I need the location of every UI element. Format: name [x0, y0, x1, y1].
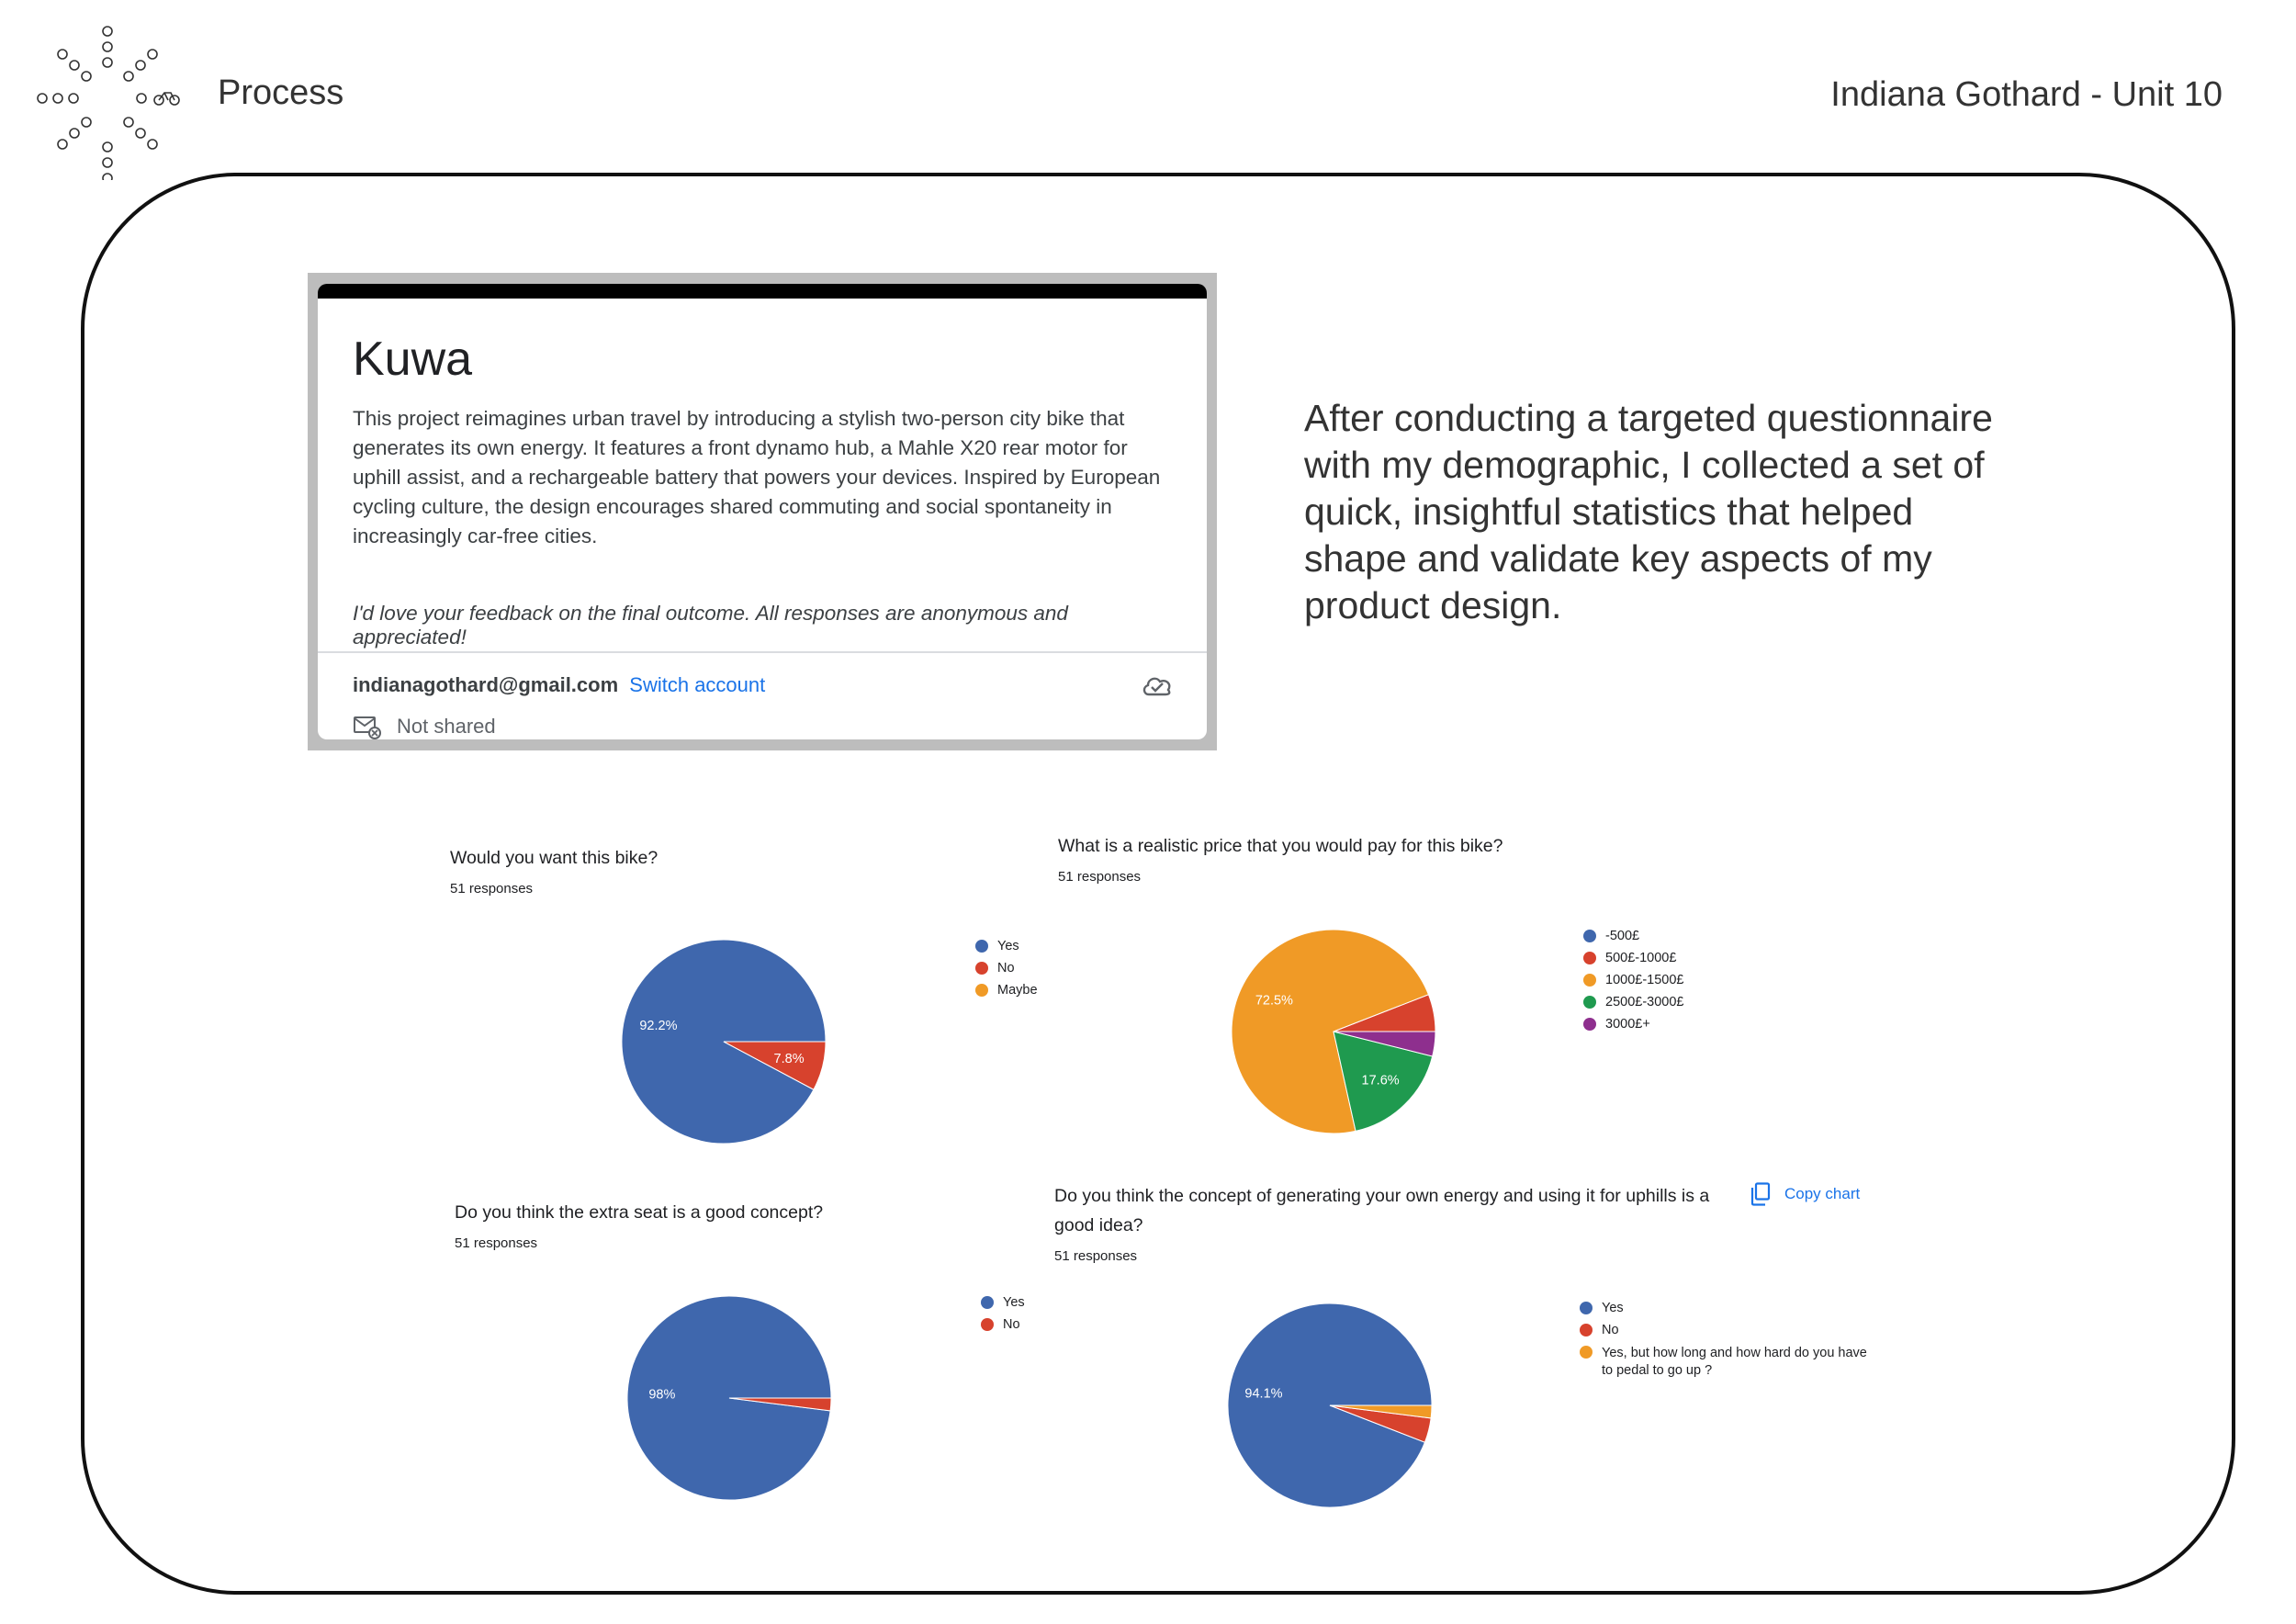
- chart-2-pie: [1231, 929, 1436, 1134]
- account-line: [353, 673, 765, 697]
- intro-paragraph: After conducting a targeted questionnaire with my demographic, I collected a set of quick, insightful statistics that helped shape and validate key aspects of my product design.: [1304, 397, 1993, 626]
- chart-4-header: [1054, 1181, 1739, 1264]
- chart-2-title: What is a realistic price that you would pay for this bike?: [1058, 836, 1503, 856]
- legend-swatch: [981, 1296, 994, 1309]
- switch-account-link[interactable]: Switch account: [629, 673, 766, 696]
- chart-2-header: [1058, 831, 1756, 885]
- legend-label: 1000£-1500£: [1605, 973, 1684, 987]
- legend-label: Yes, but how long and how hard do you have to pedal to go up ?: [1602, 1346, 1867, 1378]
- author-unit-label: Indiana Gothard - Unit 10: [1830, 75, 2223, 114]
- copy-chart-label: Copy chart: [1784, 1185, 1861, 1202]
- chart-2-responses: 51 responses: [1058, 869, 1142, 885]
- chart-1-responses: 51 responses: [450, 881, 534, 897]
- chart-1-legend-item: [975, 961, 1038, 983]
- chart-3-legend-item: [981, 1317, 1025, 1339]
- legend-swatch: [1583, 996, 1596, 1009]
- copy-icon: [1750, 1182, 1772, 1206]
- chart-1-legend-item: [975, 983, 1038, 1005]
- legend-label: 3000£+: [1605, 1017, 1650, 1032]
- legend-swatch: [1583, 952, 1596, 964]
- form-divider: [318, 651, 1207, 653]
- legend-label: Maybe: [997, 983, 1038, 998]
- chart-4-legend-item: [1580, 1301, 1874, 1323]
- chart-1-slice-label-2: 7.8%: [773, 1051, 805, 1066]
- form-header-card: [308, 273, 1217, 750]
- form-title: Kuwa: [353, 333, 473, 386]
- form-description: This project reimagines urban travel by introducing a stylish two-person city bike that generates its own energy. It features a front dynamo hub, a Mahle X20 rear motor for uphill assist, and a rechargeable battery that powers your devices. Inspired by European cycling culture, the design encourages shared commuting and social spontaneity in increasingly car-free cities.: [353, 407, 1161, 547]
- legend-label: 500£-1000£: [1605, 951, 1677, 965]
- chart-1-slice-label-1: 92.2%: [639, 1019, 678, 1034]
- chart-3-pie: [626, 1295, 832, 1501]
- chart-4-legend-item: [1580, 1345, 1874, 1380]
- cloud-saved-icon: [1141, 671, 1174, 699]
- legend-swatch: [1580, 1302, 1593, 1314]
- legend-label: -500£: [1605, 929, 1640, 943]
- chart-3-legend: [981, 1295, 1025, 1339]
- chart-3-slice-label-1: 98%: [648, 1387, 676, 1403]
- chart-4-responses: 51 responses: [1054, 1248, 1138, 1264]
- copy-chart-button[interactable]: [1750, 1182, 1860, 1206]
- chart-2-legend-item: [1583, 929, 1683, 951]
- chart-2-legend-item: [1583, 951, 1683, 973]
- chart-3-legend-item: [981, 1295, 1025, 1317]
- form-inner: [318, 284, 1207, 739]
- chart-2-slice-label-4: 17.6%: [1361, 1073, 1400, 1088]
- chart-1-header: [450, 843, 1038, 897]
- chart-3-title: Do you think the extra seat is a good concept?: [455, 1202, 824, 1223]
- not-shared-label: Not shared: [397, 715, 496, 738]
- chart-2-legend-item: [1583, 973, 1683, 995]
- legend-label: 2500£-3000£: [1605, 995, 1684, 1009]
- legend-swatch: [975, 962, 988, 975]
- form-note: I'd love your feedback on the final outcome. All responses are anonymous and appreciated!: [353, 602, 1068, 648]
- legend-swatch: [975, 984, 988, 997]
- legend-swatch: [981, 1318, 994, 1331]
- chart-1-legend: [975, 939, 1038, 1005]
- legend-swatch: [975, 940, 988, 953]
- chart-4-legend-item: [1580, 1323, 1874, 1345]
- legend-label: No: [1602, 1323, 1619, 1337]
- chart-1-title: Would you want this bike?: [450, 848, 658, 868]
- chart-2-legend: [1583, 929, 1683, 1039]
- legend-swatch: [1580, 1324, 1593, 1336]
- chart-2-legend-item: [1583, 995, 1683, 1017]
- chart-1-legend-item: [975, 939, 1038, 961]
- mail-not-shared-icon: [353, 712, 382, 739]
- chart-2-legend-item: [1583, 1017, 1683, 1039]
- section-title: Process: [218, 73, 344, 112]
- account-email: indianagothard@gmail.com: [353, 673, 619, 696]
- chart-2-slice-label-3: 72.5%: [1255, 993, 1293, 1009]
- not-shared-row: [353, 712, 496, 739]
- legend-swatch: [1583, 1018, 1596, 1031]
- legend-swatch: [1583, 974, 1596, 987]
- legend-label: Yes: [997, 939, 1019, 953]
- chart-4-title: Do you think the concept of generating your own energy and using it for uphills is a good idea?: [1054, 1186, 1710, 1235]
- legend-label: No: [997, 961, 1015, 976]
- legend-label: No: [1003, 1317, 1020, 1332]
- chart-4-legend: [1580, 1301, 1874, 1380]
- chart-1-pie: [621, 939, 827, 1145]
- chart-3-responses: 51 responses: [455, 1235, 538, 1251]
- legend-label: Yes: [1602, 1301, 1624, 1315]
- legend-swatch: [1583, 930, 1596, 942]
- legend-swatch: [1580, 1346, 1593, 1359]
- chart-4-slice-label-1: 94.1%: [1244, 1386, 1283, 1402]
- chart-3-header: [455, 1198, 1042, 1251]
- legend-label: Yes: [1003, 1295, 1025, 1310]
- logo-icon: [33, 24, 189, 180]
- chart-4-pie: [1227, 1303, 1433, 1508]
